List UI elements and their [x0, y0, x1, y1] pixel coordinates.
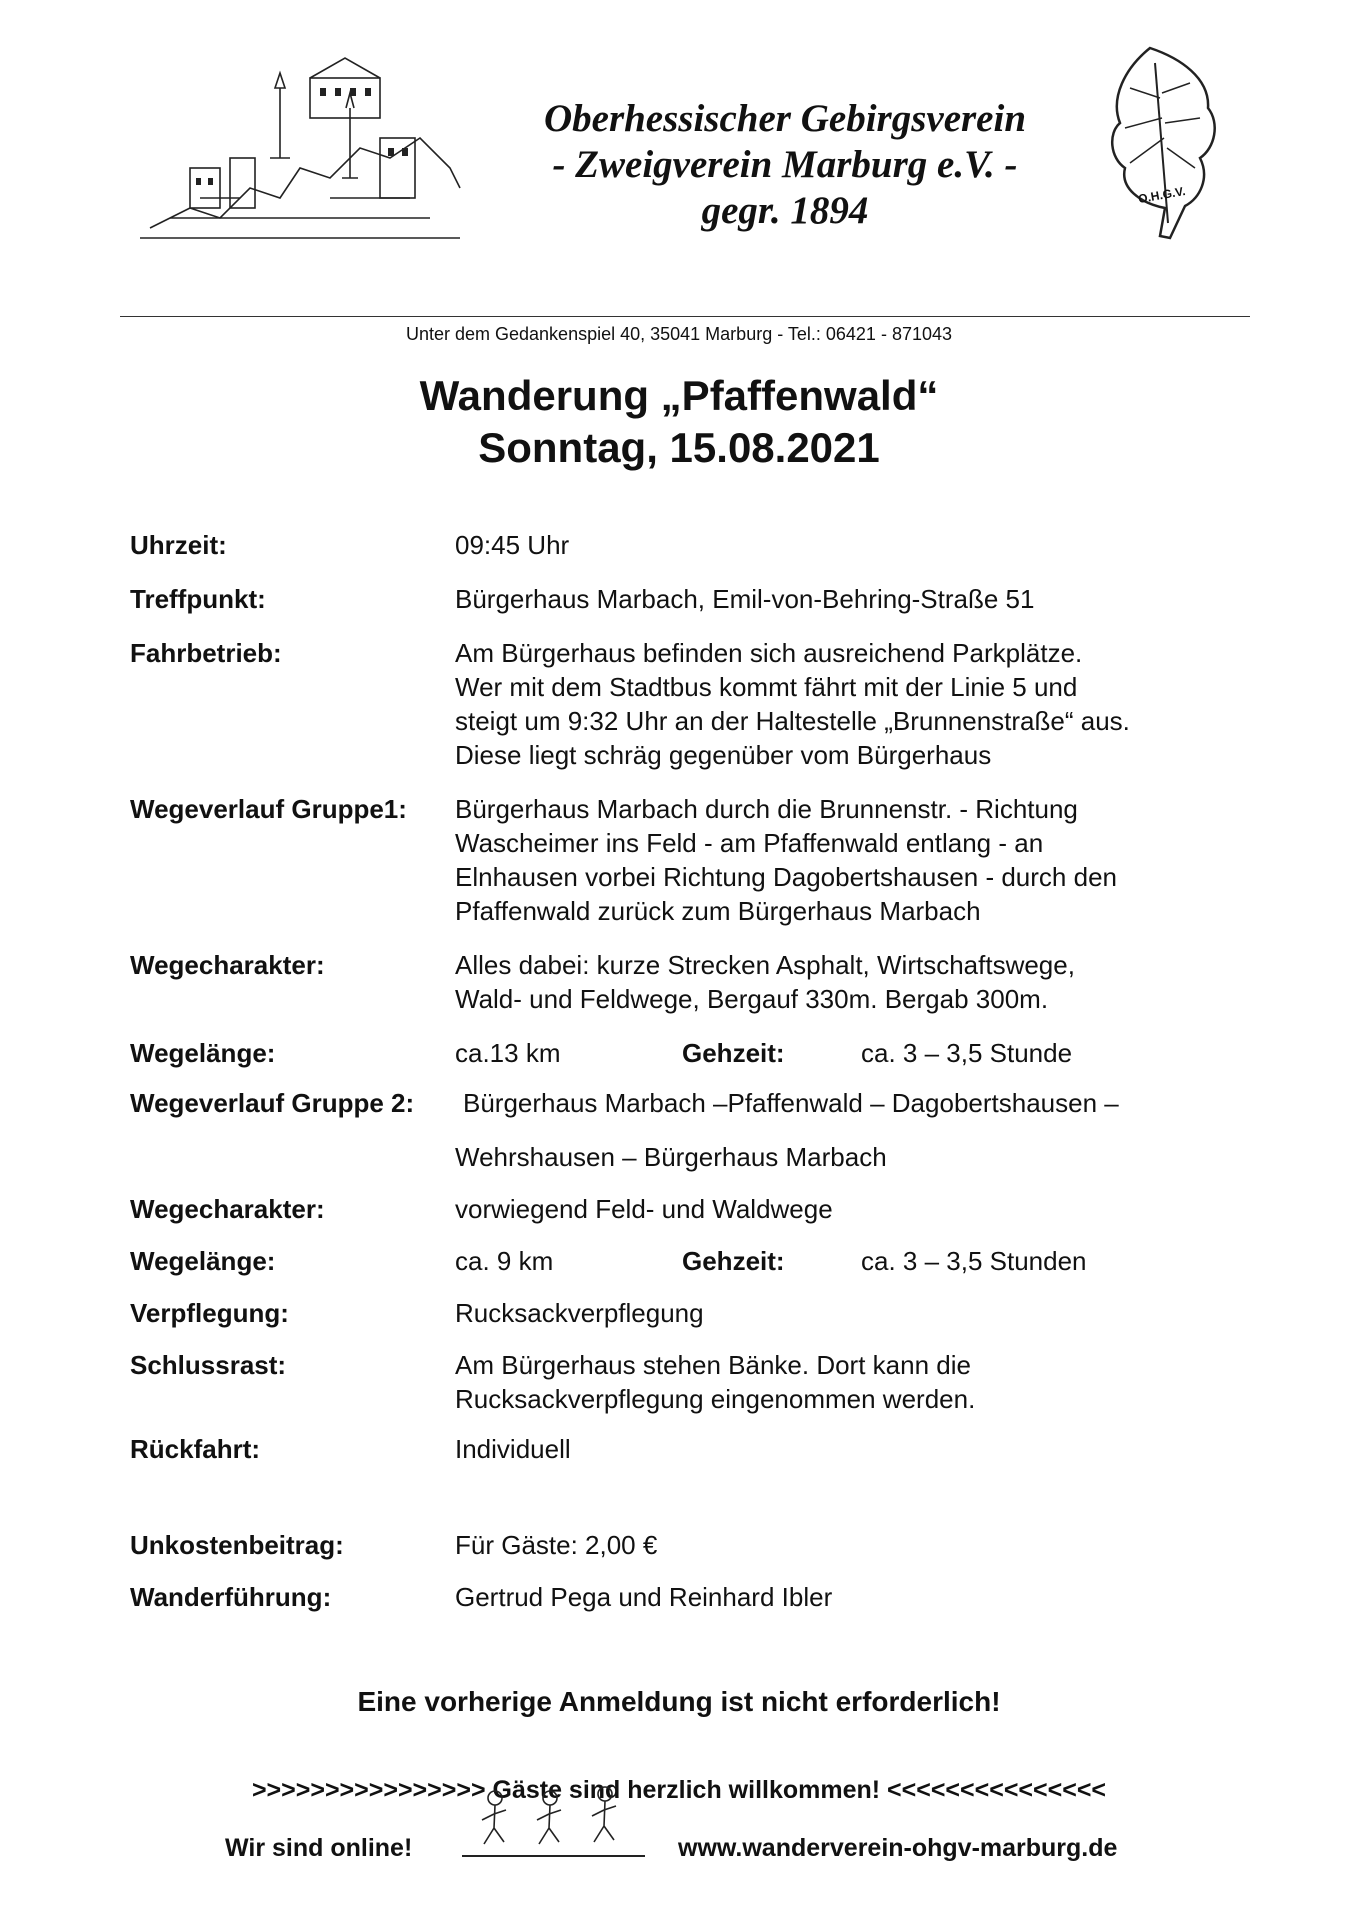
gruppe2-laenge-label: Wegelänge: [130, 1246, 276, 1276]
fuehrung-value: Gertrud Pega und Reinhard Ibler [455, 1582, 833, 1612]
treffpunkt-label: Treffpunkt: [130, 584, 266, 614]
uhrzeit-value: 09:45 Uhr [455, 530, 570, 560]
unkosten-label: Unkostenbeitrag: [130, 1530, 344, 1560]
registration-notice: Eine vorherige Anmeldung ist nicht erforderlich! [357, 1686, 1001, 1717]
schlussrast-line: Rucksackverpflegung eingenommen werden. [455, 1384, 976, 1414]
gruppe1-gehzeit-value: ca. 3 – 3,5 Stunde [861, 1038, 1073, 1068]
oak-leaf-logo [1090, 38, 1230, 248]
gruppe2-route-line: Wehrshausen – Bürgerhaus Marbach [455, 1142, 887, 1172]
fahrbetrieb-line: Wer mit dem Stadtbus kommt fährt mit der Linie 5 und [455, 672, 1078, 702]
org-name-line1: Oberhessischer Gebirgsverein [543, 97, 1027, 140]
gruppe1-charakter-line: Alles dabei: kurze Strecken Asphalt, Wirtschaftswege, [455, 950, 1075, 980]
gruppe1-gehzeit-label: Gehzeit: [682, 1038, 785, 1068]
rueckfahrt-label: Rückfahrt: [130, 1434, 261, 1464]
gruppe1-label: Wegeverlauf Gruppe1: [130, 794, 407, 824]
gruppe1-laenge-value: ca.13 km [455, 1038, 561, 1068]
gruppe2-charakter-value: vorwiegend Feld- und Waldwege [455, 1194, 833, 1224]
leaf-badge-text: O.H.G.V. [1137, 183, 1187, 207]
header-banner [130, 38, 1300, 258]
org-name-line2: - Zweigverein Marburg e.V. - [552, 143, 1018, 186]
gruppe1-route-line: Wascheimer ins Feld - am Pfaffenwald entlang - an [455, 828, 1044, 858]
treffpunkt-value: Bürgerhaus Marbach, Emil-von-Behring-Straße 51 [455, 584, 1035, 614]
hikers-icon [460, 1780, 650, 1860]
gruppe1-route-line: Pfaffenwald zurück zum Bürgerhaus Marbach [455, 896, 981, 926]
verpflegung-value: Rucksackverpflegung [455, 1298, 704, 1328]
gruppe2-label: Wegeverlauf Gruppe 2: [130, 1088, 415, 1118]
verpflegung-label: Verpflegung: [130, 1298, 289, 1328]
page-title: Wanderung „Pfaffenwald“ [419, 372, 939, 419]
gruppe2-gehzeit-value: ca. 3 – 3,5 Stunden [861, 1246, 1087, 1276]
gruppe2-laenge-value: ca. 9 km [455, 1246, 554, 1276]
gruppe2-charakter-label: Wegecharakter: [130, 1194, 325, 1224]
fahrbetrieb-line: Diese liegt schräg gegenüber vom Bürgerhaus [455, 740, 992, 770]
org-founded: gegr. 1894 [701, 189, 869, 232]
event-date: Sonntag, 15.08.2021 [478, 424, 880, 471]
gruppe1-route-line: Bürgerhaus Marbach durch die Brunnenstr. - Richtung [455, 794, 1078, 824]
fuehrung-label: Wanderführung: [130, 1582, 332, 1612]
gruppe1-charakter-line: Wald- und Feldwege, Bergauf 330m. Bergab 300m. [455, 984, 1049, 1014]
address-line: Unter dem Gedankenspiel 40, 35041 Marburg - Tel.: 06421 - 871043 [405, 324, 953, 344]
uhrzeit-label: Uhrzeit: [130, 530, 227, 560]
fahrbetrieb-label: Fahrbetrieb: [130, 638, 282, 668]
rueckfahrt-value: Individuell [455, 1434, 571, 1464]
fahrbetrieb-line: Am Bürgerhaus befinden sich ausreichend Parkplätze. [455, 638, 1083, 668]
fahrbetrieb-line: steigt um 9:32 Uhr an der Haltestelle „Brunnenstraße“ aus. [455, 706, 1130, 736]
town-skyline-drawing [130, 48, 470, 248]
gruppe1-route-line: Elnhausen vorbei Richtung Dagobertshausen - durch den [455, 862, 1117, 892]
gruppe2-gehzeit-label: Gehzeit: [682, 1246, 785, 1276]
header-divider [120, 316, 1250, 317]
gruppe1-laenge-label: Wegelänge: [130, 1038, 276, 1068]
website-link[interactable]: www.wanderverein-ohgv-marburg.de [678, 1834, 1118, 1862]
gruppe1-charakter-label: Wegecharakter: [130, 950, 325, 980]
schlussrast-label: Schlussrast: [130, 1350, 287, 1380]
online-label: Wir sind online! [225, 1834, 413, 1862]
schlussrast-line: Am Bürgerhaus stehen Bänke. Dort kann die [455, 1350, 971, 1380]
unkosten-value: Für Gäste: 2,00 € [455, 1530, 658, 1560]
gruppe2-route-line: Bürgerhaus Marbach –Pfaffenwald – Dagobertshausen – [463, 1088, 1119, 1118]
welcome-line: >>>>>>>>>>>>>>>> Gäste sind herzlich willkommen! <<<<<<<<<<<<<<< [251, 1776, 1107, 1804]
